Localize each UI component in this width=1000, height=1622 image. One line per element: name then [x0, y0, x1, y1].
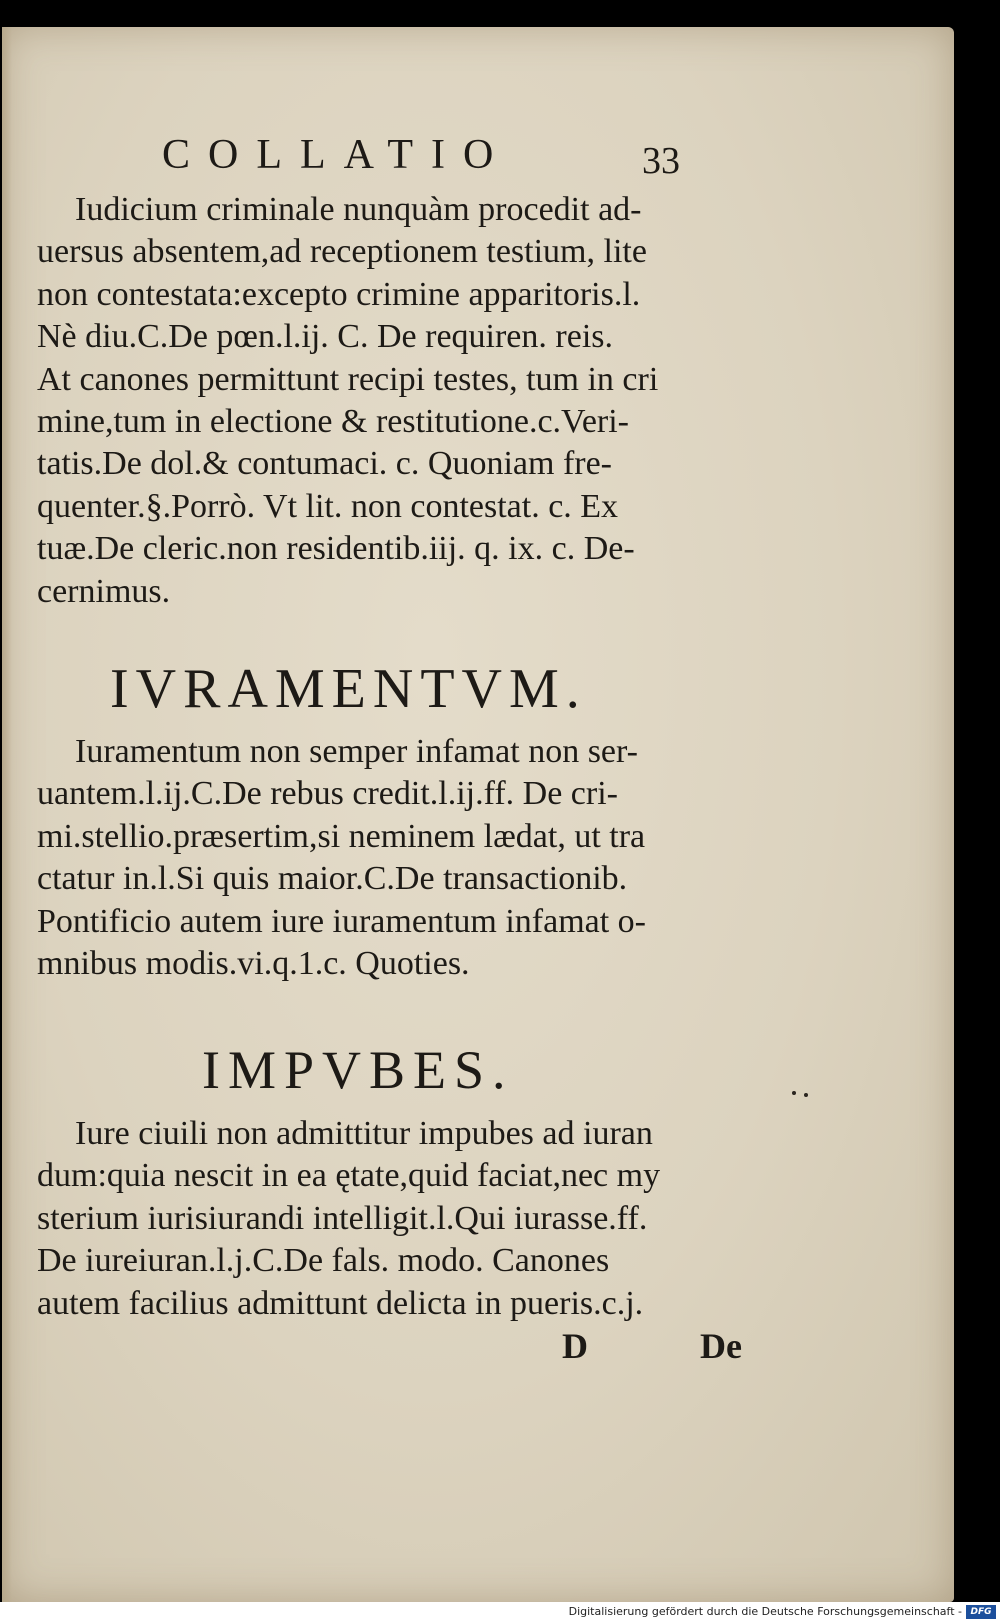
text-line: cernimus.	[37, 572, 171, 610]
text-line: ctatur in.l.Si quis maior.C.De transactionib.	[37, 860, 628, 898]
text-line: Pontificio autem iure iuramentum infamat o-	[37, 902, 646, 940]
dfg-logo: DFG	[966, 1605, 996, 1619]
section-heading-impubes: IMPVBES.	[202, 1040, 514, 1100]
text-line: quenter.§.Porrò. Vt lit. non contestat. c. Ex	[37, 487, 619, 525]
text-line: Nè diu.C.De pœn.l.ij. C. De requiren. reis.	[37, 318, 613, 356]
paragraph-iuramentum	[37, 731, 737, 985]
paragraph-iudicium	[37, 189, 737, 613]
paragraph-impubes	[37, 1113, 737, 1325]
footer-credit: Digitalisierung gefördert durch die Deutsche Forschungsgemeinschaft -	[568, 1605, 962, 1618]
section-heading-iuramentum: IVRAMENTVM.	[110, 658, 587, 720]
text-line: non contestata:excepto crimine apparitoris.l.	[37, 275, 641, 313]
text-line: sterium iurisiurandi intelligit.l.Qui iurasse.ff.	[37, 1199, 648, 1237]
text-line: De iureiuran.l.j.C.De fals. modo. Canones	[37, 1242, 610, 1280]
text-line: mine,tum in electione & restitutione.c.Veri-	[37, 403, 629, 441]
text-line: tuæ.De cleric.non residentib.iij. q. ix. c. De-	[37, 530, 635, 568]
text-line: mnibus modis.vi.q.1.c. Quoties.	[37, 945, 470, 983]
text-line: mi.stellio.præsertim,si neminem lædat, ut tra	[37, 817, 646, 855]
text-line: uantem.l.ij.C.De rebus credit.l.ij.ff. De cri-	[37, 775, 618, 813]
text-line: Iure ciuili non admittitur impubes ad iuran	[75, 1115, 653, 1152]
text-line: Iudicium criminale nunquàm procedit ad-	[75, 191, 642, 228]
text-line: autem facilius admittunt delicta in pueris.c.j.	[37, 1284, 644, 1322]
page-edge-shadow	[2, 27, 12, 1602]
running-title: COLLATIO	[162, 132, 512, 178]
catchword-line	[562, 1325, 742, 1367]
catchword: De	[700, 1326, 742, 1366]
ink-speck	[792, 1091, 796, 1095]
book-page	[2, 27, 954, 1602]
page-number: 33	[642, 140, 680, 182]
text-line: Iuramentum non semper infamat non ser-	[75, 733, 638, 770]
ink-speck	[804, 1093, 808, 1097]
text-line: uersus absentem,ad receptionem testium, lite	[37, 233, 647, 271]
footer-bar	[0, 1602, 1000, 1622]
text-line: tatis.De dol.& contumaci. c. Quoniam fre-	[37, 445, 612, 483]
text-line: dum:quia nescit in ea ętate,quid faciat,nec my	[37, 1157, 661, 1195]
signature-mark: D	[562, 1326, 588, 1366]
text-line: At canones permittunt recipi testes, tum in cri	[37, 360, 659, 398]
